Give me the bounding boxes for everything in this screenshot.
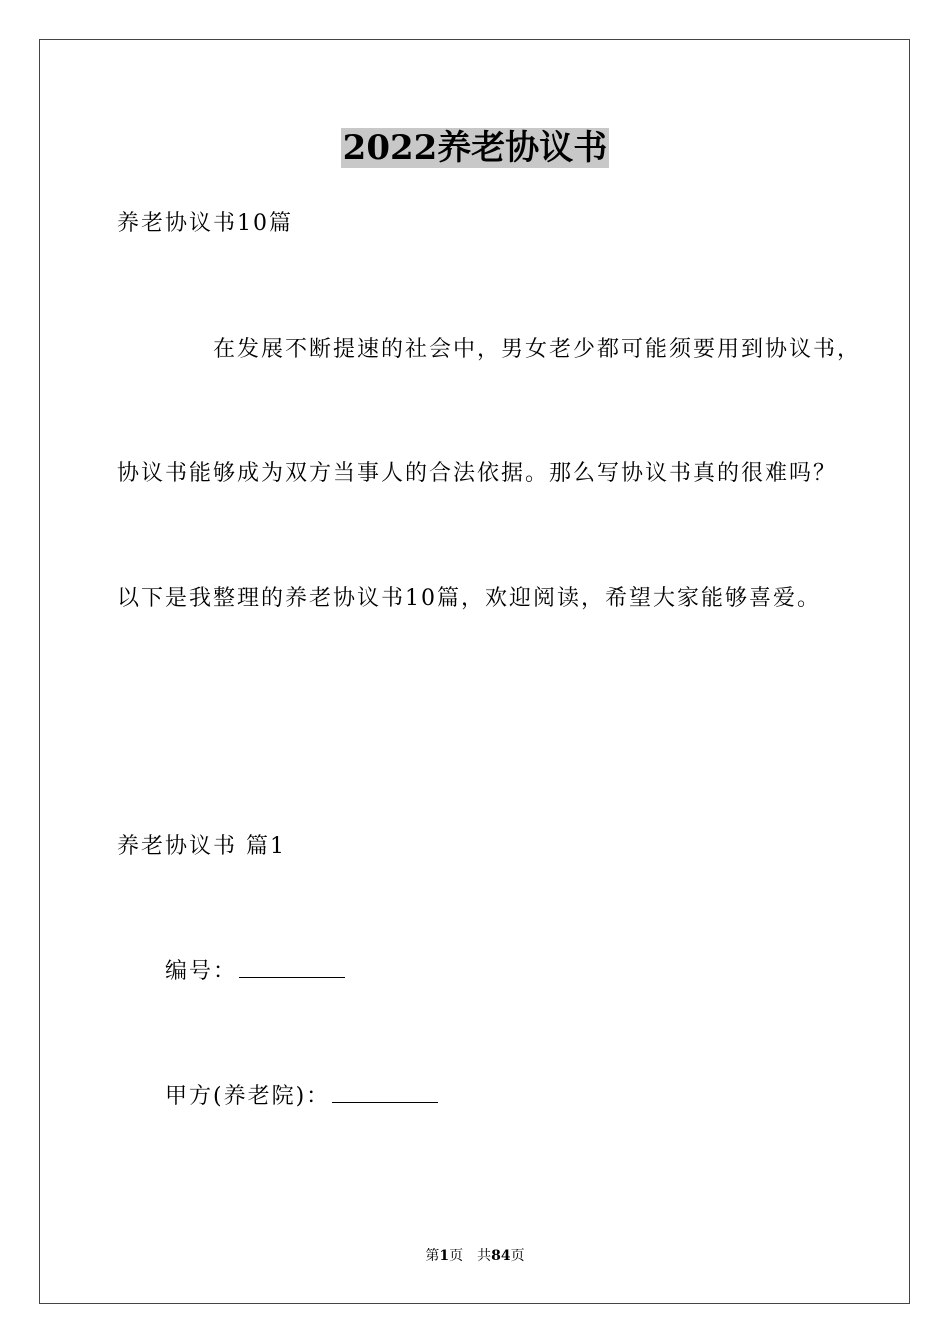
- field-number-label: 编号：: [165, 959, 238, 984]
- footer-total-prefix: 共: [477, 1248, 492, 1264]
- intro-paragraph-line-1: 在发展不断提速的社会中，男女老少都可能须要用到协议书，: [213, 337, 862, 362]
- intro-paragraph-line-3: 以下是我整理的养老协议书10篇，欢迎阅读，希望大家能够喜爱。: [117, 586, 821, 611]
- field-party-a: [165, 1082, 438, 1112]
- field-number: [165, 957, 345, 987]
- document-title: 2022养老协议书: [342, 128, 608, 168]
- field-party-a-blank[interactable]: [332, 1084, 438, 1103]
- section-heading: 养老协议书 篇1: [117, 834, 286, 859]
- document-subtitle: 养老协议书10篇: [117, 211, 293, 236]
- field-party-a-label: 甲方(养老院)：: [165, 1084, 331, 1109]
- field-number-blank[interactable]: [239, 959, 345, 978]
- title-wrap: [0, 128, 950, 168]
- intro-paragraph-line-2: 协议书能够成为双方当事人的合法依据。那么写协议书真的很难吗？: [117, 461, 838, 486]
- footer-page-number: 1: [439, 1248, 450, 1264]
- page-footer: [0, 1246, 950, 1266]
- footer-page-suffix: 页: [449, 1248, 464, 1264]
- footer-total-number: 84: [491, 1248, 511, 1264]
- footer-page-prefix: 第: [425, 1248, 440, 1264]
- footer-total-suffix: 页: [510, 1248, 525, 1264]
